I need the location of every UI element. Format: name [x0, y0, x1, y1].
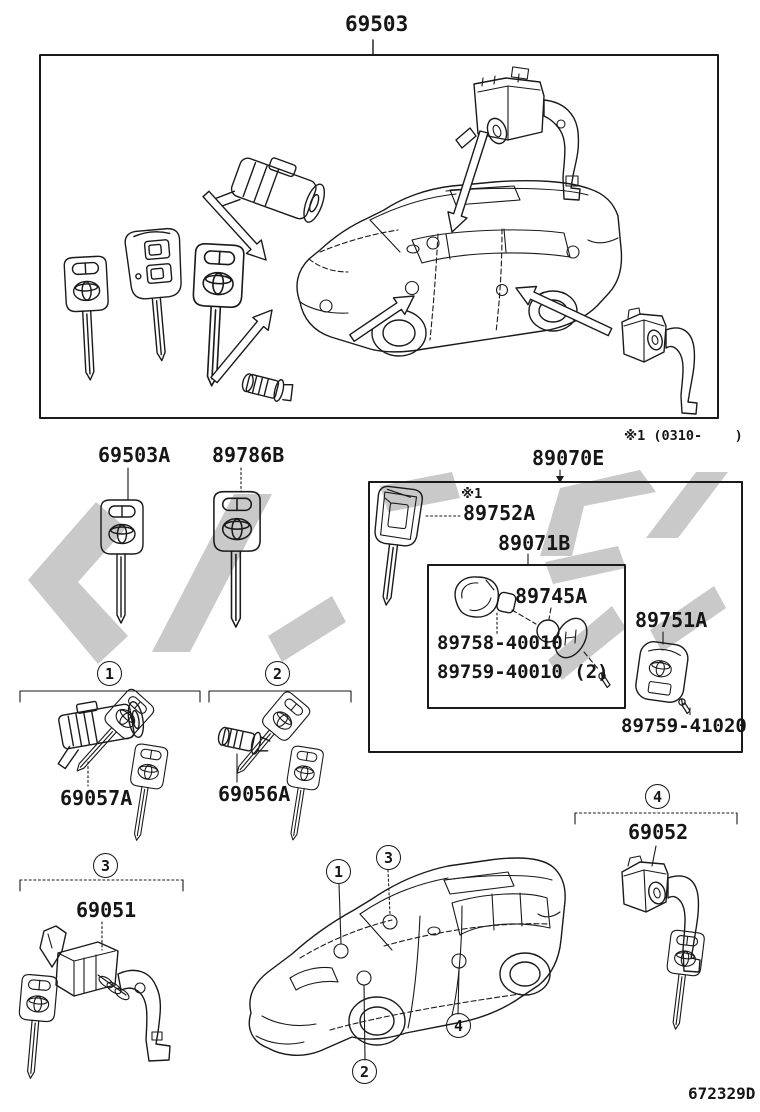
label-master-key: 69503A — [98, 443, 171, 467]
label-transmitter-cover: 89751A — [635, 608, 708, 632]
label-production-note: ※1 (0310- ) — [624, 428, 743, 444]
callout-car-position-4: 4 — [446, 1013, 471, 1038]
back-door-cylinder-illustration — [622, 846, 705, 1031]
kit-back-door-lock — [622, 308, 697, 414]
callout-section-1: 1 — [97, 661, 122, 686]
label-back-door-cylinder: 69052 — [628, 820, 689, 844]
label-transmitter-note: ※1 — [461, 486, 483, 502]
label-transmitter-screw-set: 89759-40010 (2) — [437, 661, 609, 683]
label-door-lock-cylinder: 69056A — [218, 782, 291, 806]
front-door-cylinder-illustration — [14, 922, 170, 1080]
label-sub-key: 89786B — [212, 443, 285, 467]
kit-key-logo — [189, 243, 245, 387]
label-transmitter-key: 89752A — [463, 501, 536, 525]
glove-box-cylinder — [240, 371, 295, 405]
label-ignition-lock-cylinder: 69057A — [60, 786, 133, 810]
label-front-door-cylinder: 69051 — [76, 898, 137, 922]
callout-section-4: 4 — [645, 784, 670, 809]
kit-key-plain — [64, 256, 112, 381]
kit-key-remote — [124, 228, 190, 363]
callout-section-3: 3 — [93, 853, 118, 878]
callout-section-2: 2 — [265, 661, 290, 686]
label-transmitter-assy: 89070E — [532, 446, 605, 470]
callout-car-position-3: 3 — [376, 845, 401, 870]
label-transmitter-housing-upper: 89758-40010 — [437, 632, 563, 654]
label-cylinder-set-lock: 69503 — [345, 12, 409, 36]
car-bottom-illustration — [249, 858, 565, 1060]
door-cylinder-illustration — [217, 690, 325, 843]
label-transmitter-housing-set: 89071B — [498, 531, 571, 555]
callout-car-position-2: 2 — [352, 1059, 377, 1084]
label-transmitter-battery: 89745A — [515, 584, 588, 608]
callout-car-position-1: 1 — [326, 859, 351, 884]
page-code: 672329D — [688, 1084, 756, 1103]
ignition-cylinder-illustration — [49, 687, 169, 843]
label-transmitter-cover-screw: 89759-41020 — [621, 715, 747, 737]
